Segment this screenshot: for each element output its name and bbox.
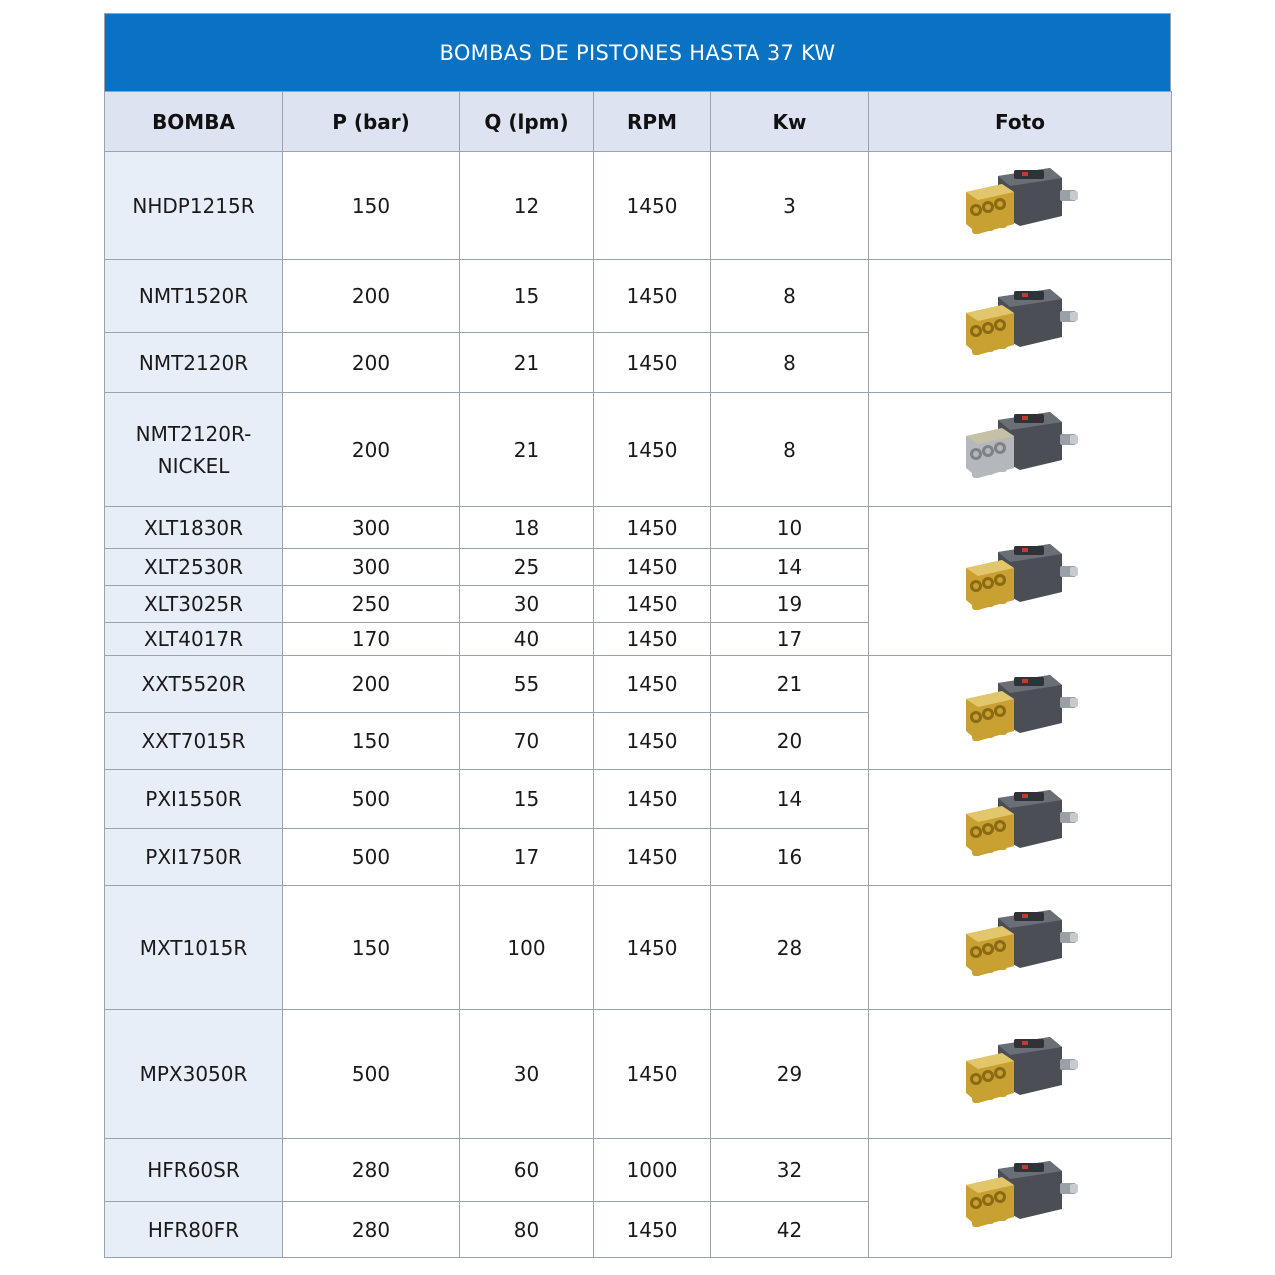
kw-cell: 3 [711,152,869,260]
pressure-cell: 150 [283,886,460,1010]
rpm-cell: 1450 [594,623,711,656]
flow-cell: 25 [460,549,594,586]
flow-cell: 100 [460,886,594,1010]
col-header-pressure: P (bar) [283,92,460,152]
rpm-cell: 1450 [594,260,711,333]
rpm-cell: 1450 [594,656,711,713]
flow-cell: 21 [460,393,594,507]
rpm-cell: 1450 [594,586,711,623]
table-title: BOMBAS DE PISTONES HASTA 37 KW [104,13,1171,91]
flow-cell: 12 [460,152,594,260]
kw-cell: 17 [711,623,869,656]
model-cell: NHDP1215R [105,152,283,260]
table-row [105,886,1172,1010]
col-header-kw: Kw [711,92,869,152]
pressure-cell: 280 [283,1202,460,1258]
kw-cell: 28 [711,886,869,1010]
pressure-cell: 200 [283,260,460,333]
flow-cell: 70 [460,713,594,770]
model-cell: XLT4017R [105,623,283,656]
model-cell: HFR60SR [105,1139,283,1202]
table-row [105,393,1172,507]
pump-photo [869,770,1172,886]
piston-pump-icon [958,406,1083,488]
rpm-cell: 1000 [594,1139,711,1202]
pump-table-container [104,13,1171,1258]
rpm-cell: 1450 [594,152,711,260]
flow-cell: 17 [460,829,594,886]
pressure-cell: 200 [283,656,460,713]
pump-photo [869,656,1172,770]
table-row [105,770,1172,829]
kw-cell: 8 [711,260,869,333]
kw-cell: 16 [711,829,869,886]
kw-cell: 21 [711,656,869,713]
table-row [105,507,1172,549]
flow-cell: 18 [460,507,594,549]
pressure-cell: 300 [283,507,460,549]
table-row [105,1139,1172,1202]
pressure-cell: 500 [283,1010,460,1139]
pump-photo [869,1139,1172,1258]
flow-cell: 30 [460,1010,594,1139]
piston-pump-icon [958,784,1083,866]
col-header-bomba: BOMBA [105,92,283,152]
col-header-foto: Foto [869,92,1172,152]
pressure-cell: 150 [283,152,460,260]
flow-cell: 15 [460,260,594,333]
col-header-flow: Q (lpm) [460,92,594,152]
flow-cell: 55 [460,656,594,713]
pressure-cell: 280 [283,1139,460,1202]
rpm-cell: 1450 [594,829,711,886]
pressure-cell: 500 [283,829,460,886]
table-row [105,1010,1172,1139]
kw-cell: 10 [711,507,869,549]
piston-pump-icon [958,538,1083,620]
flow-cell: 30 [460,586,594,623]
rpm-cell: 1450 [594,886,711,1010]
flow-cell: 60 [460,1139,594,1202]
rpm-cell: 1450 [594,713,711,770]
table-row [105,656,1172,713]
model-cell: NMT1520R [105,260,283,333]
flow-cell: 80 [460,1202,594,1258]
model-cell: HFR80FR [105,1202,283,1258]
model-cell: NMT2120R- NICKEL [105,393,283,507]
pump-photo [869,507,1172,656]
model-cell: XLT2530R [105,549,283,586]
model-cell: XXT5520R [105,656,283,713]
kw-cell: 32 [711,1139,869,1202]
rpm-cell: 1450 [594,1202,711,1258]
kw-cell: 14 [711,770,869,829]
pump-photo [869,393,1172,507]
pump-photo [869,1010,1172,1139]
piston-pump-icon [958,162,1083,244]
table-row [105,260,1172,333]
header-row [105,92,1172,152]
piston-pump-icon [958,669,1083,751]
piston-pump-icon [958,1155,1083,1237]
flow-cell: 15 [460,770,594,829]
rpm-cell: 1450 [594,1010,711,1139]
rpm-cell: 1450 [594,507,711,549]
model-cell: MPX3050R [105,1010,283,1139]
kw-cell: 14 [711,549,869,586]
table-row [105,152,1172,260]
model-cell: XXT7015R [105,713,283,770]
pressure-cell: 200 [283,333,460,393]
piston-pump-icon [958,1031,1083,1113]
pump-photo [869,886,1172,1010]
rpm-cell: 1450 [594,333,711,393]
pressure-cell: 200 [283,393,460,507]
model-cell: XLT3025R [105,586,283,623]
piston-pump-icon [958,283,1083,365]
rpm-cell: 1450 [594,770,711,829]
pump-photo [869,260,1172,393]
model-cell: NMT2120R [105,333,283,393]
kw-cell: 20 [711,713,869,770]
kw-cell: 19 [711,586,869,623]
piston-pump-icon [958,904,1083,986]
pump-table [104,91,1172,1258]
col-header-rpm: RPM [594,92,711,152]
pressure-cell: 300 [283,549,460,586]
pressure-cell: 150 [283,713,460,770]
pressure-cell: 250 [283,586,460,623]
model-cell: PXI1750R [105,829,283,886]
flow-cell: 40 [460,623,594,656]
rpm-cell: 1450 [594,549,711,586]
model-cell: PXI1550R [105,770,283,829]
kw-cell: 8 [711,393,869,507]
flow-cell: 21 [460,333,594,393]
pressure-cell: 500 [283,770,460,829]
rpm-cell: 1450 [594,393,711,507]
model-cell: XLT1830R [105,507,283,549]
kw-cell: 42 [711,1202,869,1258]
model-cell: MXT1015R [105,886,283,1010]
kw-cell: 8 [711,333,869,393]
pump-photo [869,152,1172,260]
kw-cell: 29 [711,1010,869,1139]
pressure-cell: 170 [283,623,460,656]
